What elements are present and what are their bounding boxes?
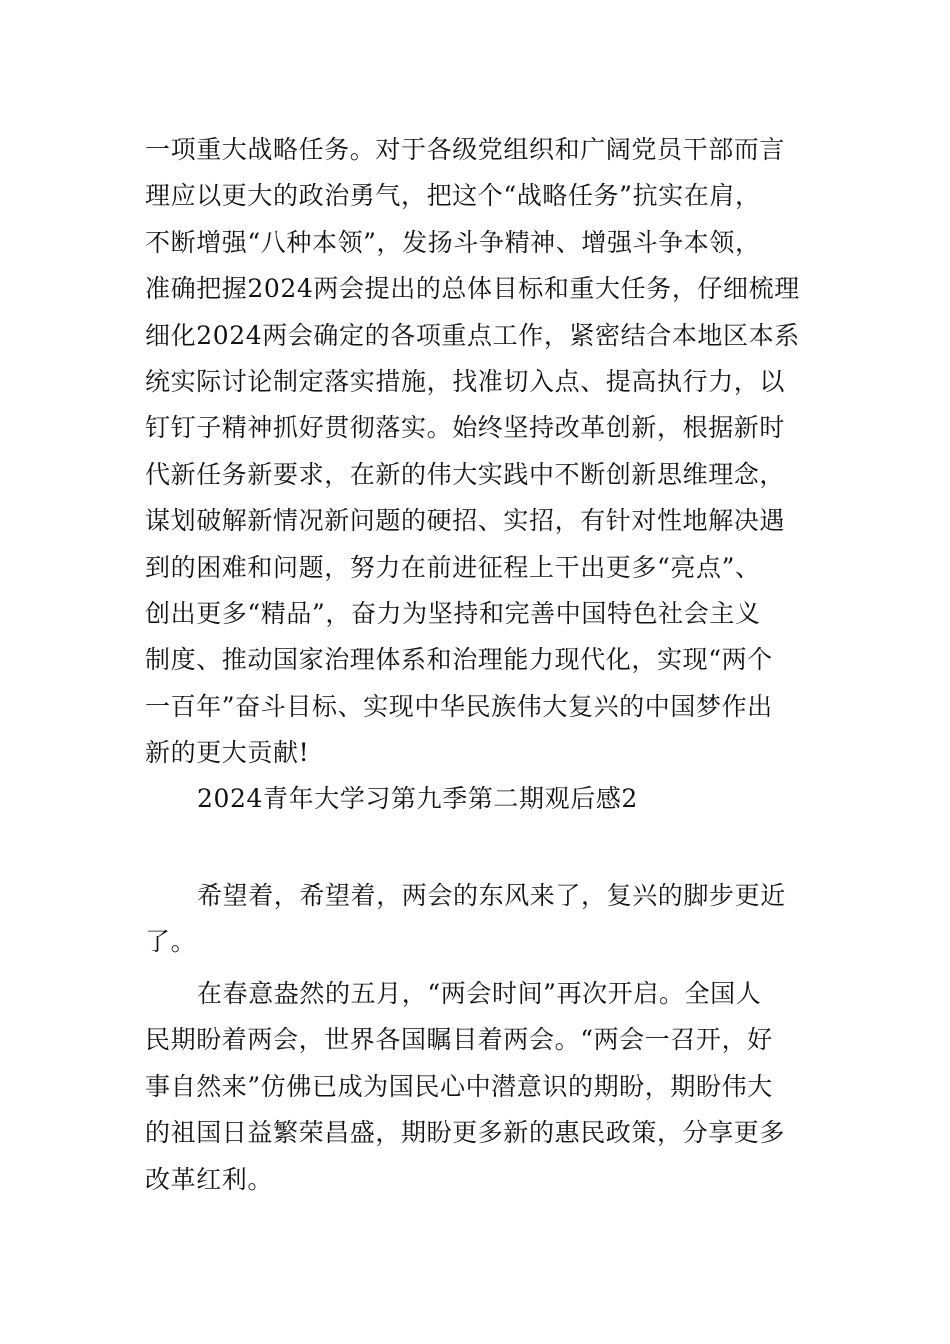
section-title: 2024青年大学习第九季第二期观后感2 (197, 784, 638, 814)
paragraph-line: 在春意盎然的五月，“两会时间”再次开启。全国人 (197, 979, 762, 1008)
paragraph-line: 民期盼着两会，世界各国瞩目着两会。“两会一召开，好 (145, 1025, 773, 1055)
body-paragraph-2 (145, 873, 810, 966)
paragraph-line: 细化2024两会确定的各项重点工作，紧密结合本地区本系 (145, 320, 800, 350)
paragraph-line: 理应以更大的政治勇气，把这个“战略任务”抗实在肩， (145, 181, 761, 211)
paragraph-line: 代新任务新要求，在新的伟大实践中不断创新思维理念， (145, 459, 786, 489)
paragraph-line: 了。 (145, 927, 197, 957)
body-paragraph-1 (145, 127, 810, 823)
paragraph-line: 一百年”奋斗目标、实现中华民族伟大复兴的中国梦作出 (145, 691, 773, 721)
paragraph-line: 一项重大战略任务。对于各级党组织和广阔党员干部而言 (145, 135, 786, 164)
paragraph-line: 谋划破解新情况新问题的硬招、实招，有针对性地解决遇 (145, 506, 786, 536)
paragraph-line: 钉钉子精神抓好贯彻落实。始终坚持改革创新，根据新时 (145, 413, 786, 443)
paragraph-line: 事自然来”仿佛已成为国民心中潜意识的期盼，期盼伟大 (145, 1071, 773, 1101)
paragraph-line: 希望着，希望着，两会的东风来了，复兴的脚步更近 (197, 881, 786, 910)
paragraph-line: 的祖国日益繁荣昌盛，期盼更多新的惠民政策，分享更多 (145, 1118, 786, 1148)
paragraph-line: 创出更多“精品”，奋力为坚持和完善中国特色社会主义 (145, 598, 761, 628)
paragraph-line: 制度、推动国家治理体系和治理能力现代化，实现“两个 (145, 645, 773, 675)
paragraph-line: 新的更大贡献! (145, 738, 310, 768)
paragraph-line: 不断增强“八种本领”，发扬斗争精神、增强斗争本领， (145, 227, 761, 257)
paragraph-line: 改革红利。 (145, 1164, 274, 1194)
paragraph-line: 统实际讨论制定落实措施，找准切入点、提高执行力，以 (145, 366, 786, 396)
body-paragraph-3 (145, 971, 810, 1203)
paragraph-line: 到的困难和问题，努力在前进征程上干出更多“亮点”、 (145, 552, 761, 582)
paragraph-line: 准确把握2024两会提出的总体目标和重大任务，仔细梳理 (145, 274, 800, 304)
